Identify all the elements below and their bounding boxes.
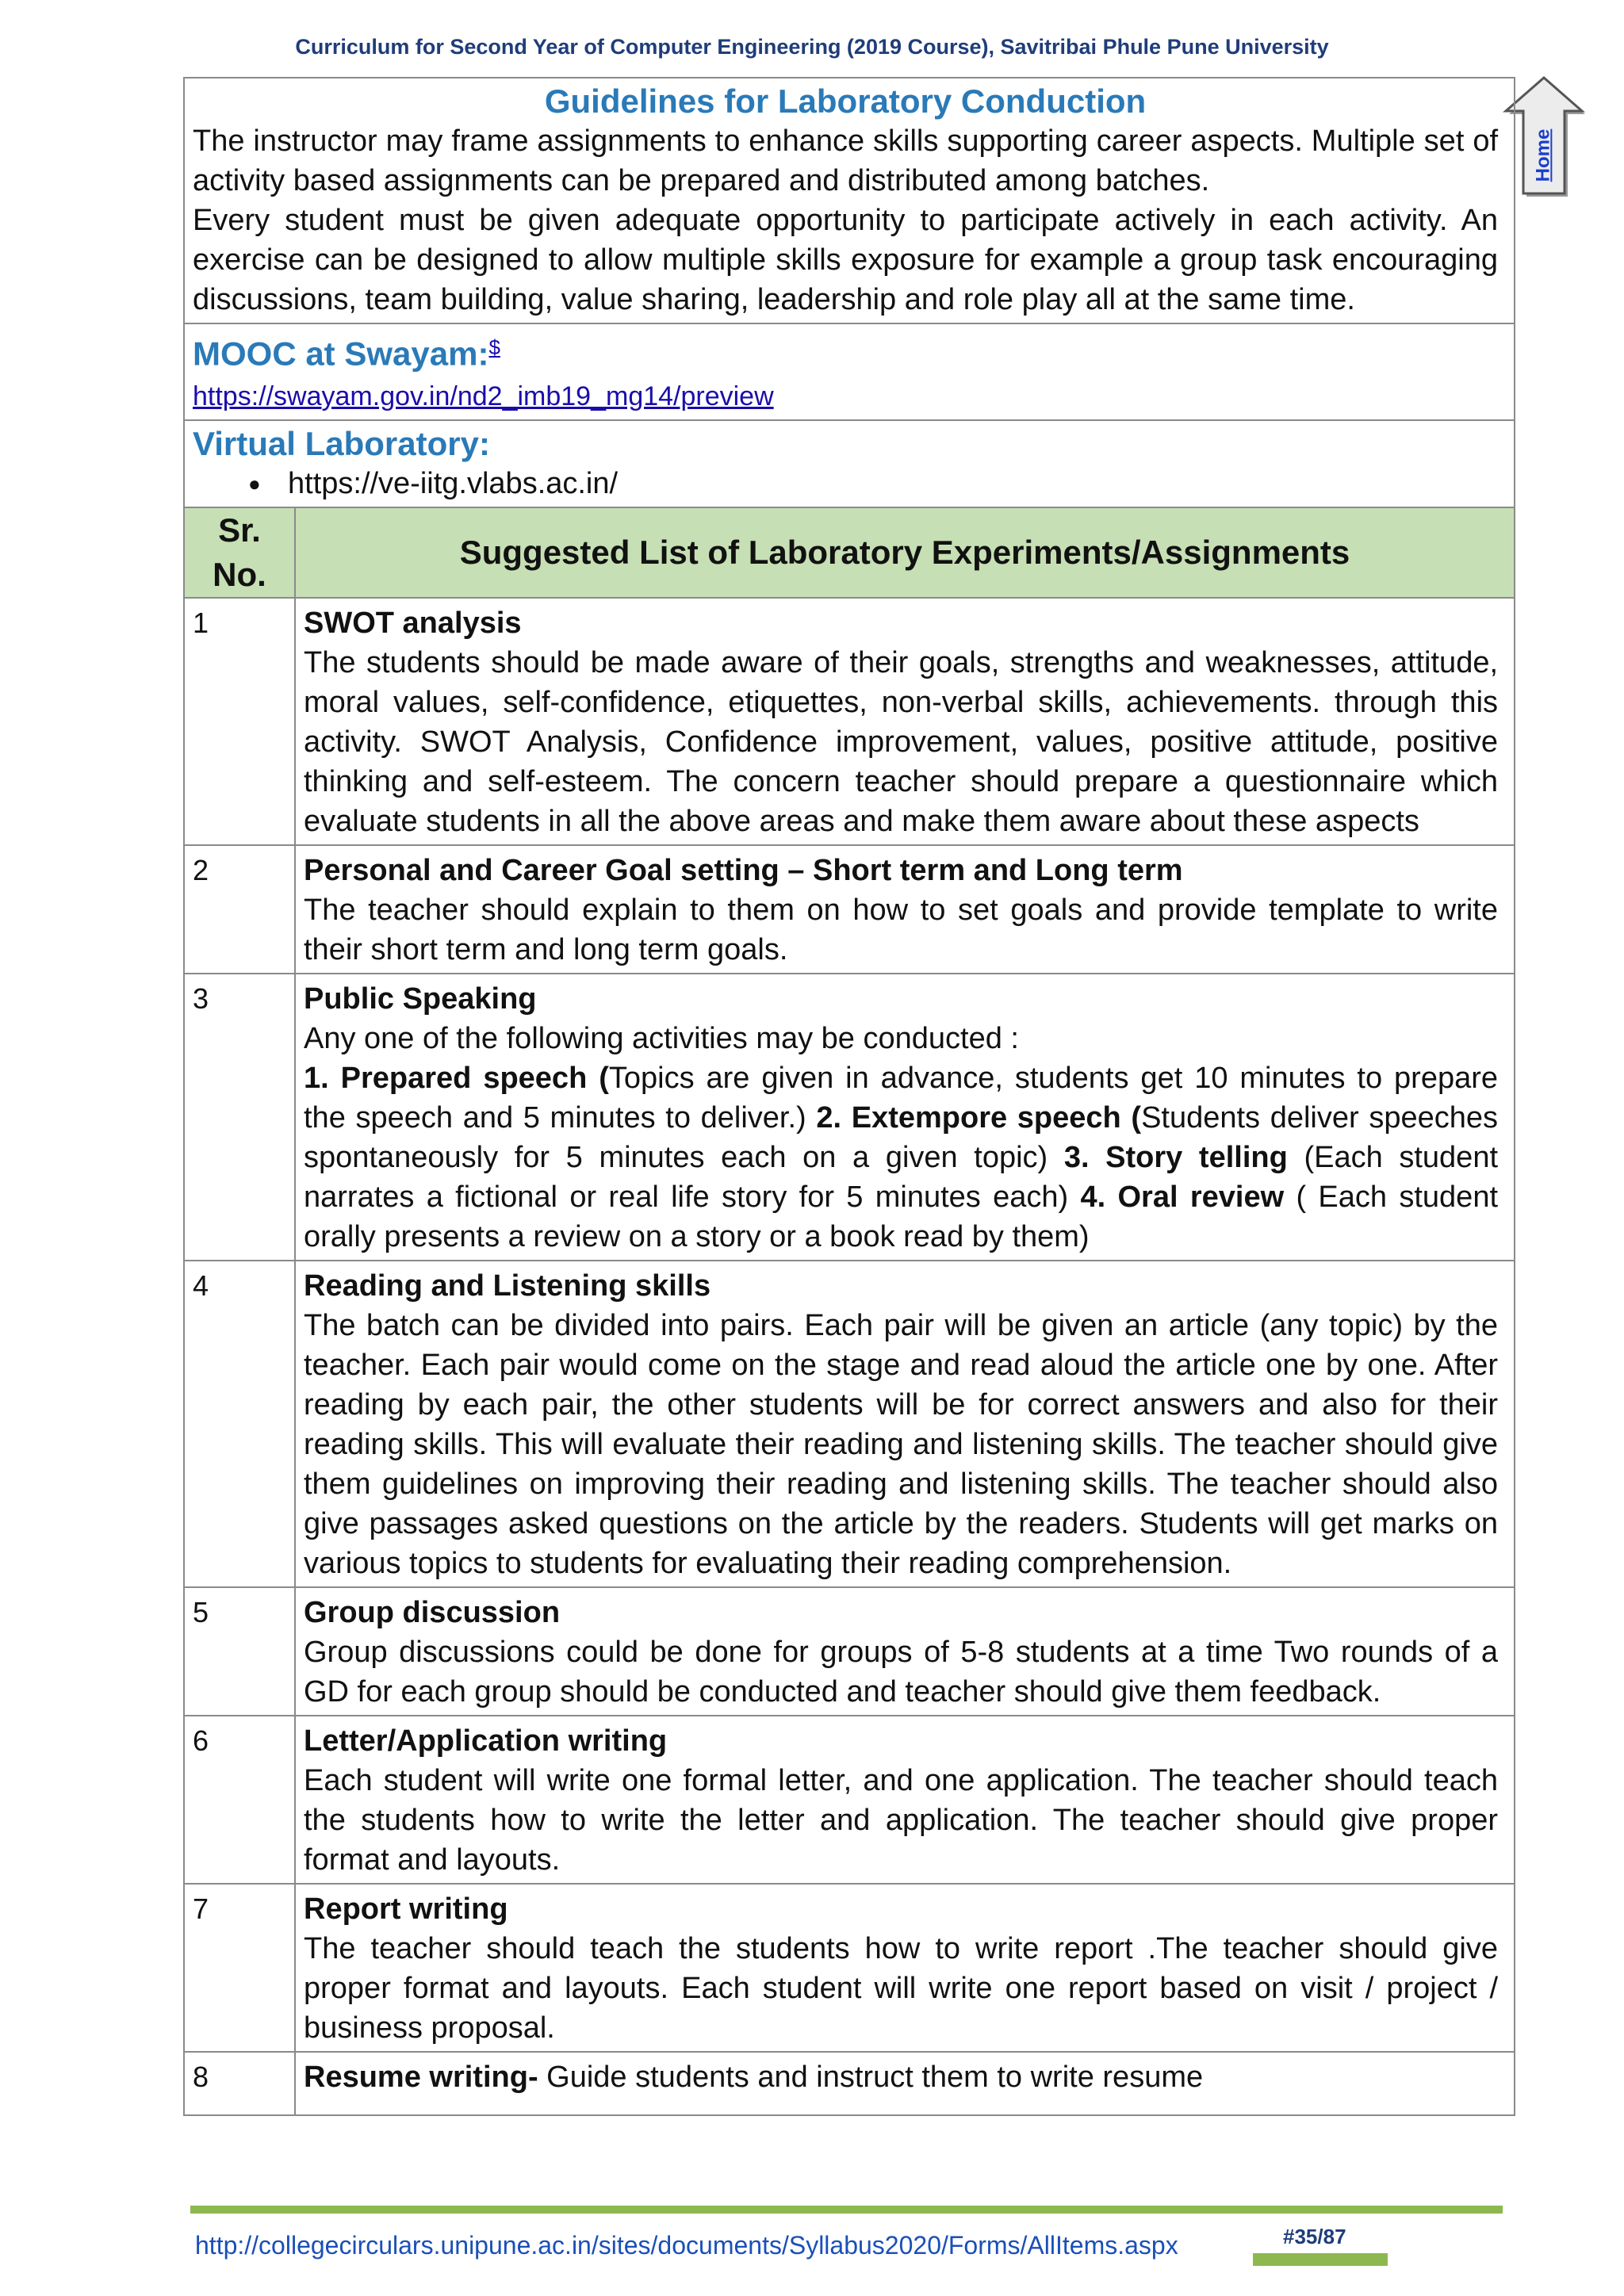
table-row — [184, 974, 1515, 1261]
table-row — [184, 2052, 1515, 2115]
table-row — [184, 1884, 1515, 2052]
guidelines-row — [184, 78, 1515, 323]
row-title: Group discussion — [304, 1595, 561, 1629]
syllabus-table — [183, 77, 1515, 2116]
row-number: 2 — [184, 845, 295, 974]
mooc-link[interactable]: https://swayam.gov.in/nd2_imb19_mg14/preview — [193, 381, 774, 411]
row-description: Group discussions could be done for groups of 5-8 students at a time Two rounds of a GD for each group should be conducted and teacher should give them feedback. — [304, 1635, 1499, 1709]
row-description: The batch can be divided into pairs. Each pair will be given an article (any topic) by the teacher. Each pair would come on the stage and read aloud the article one by one. After reading by each pair, the other students will be for correct answers and also for their reading skills. This will evaluate their reading and listening skills. The teacher should give them guidelines on improving their reading and listening skills. The teacher should also give passages asked questions on the article by the readers. Students will get marks on various topics to students for evaluating their reading comprehension. — [304, 1308, 1499, 1580]
table-row — [184, 845, 1515, 974]
virtual-lab-title: Virtual Laboratory: — [193, 424, 490, 462]
row-intro: Any one of the following activities may be conducted : — [304, 1021, 1019, 1055]
row-number: 6 — [184, 1716, 295, 1884]
sr-no-header: Sr. No. — [184, 507, 295, 598]
footer-divider — [190, 2206, 1503, 2214]
virtual-lab-row — [184, 420, 1515, 507]
row-title: Resume writing- — [304, 2060, 538, 2094]
virtual-lab-item: https://ve-iitg.vlabs.ac.in/ — [288, 466, 619, 500]
row-number: 3 — [184, 974, 295, 1261]
row-description: The teacher should explain to them on how to set goals and provide template to write their short term and long term goals. — [304, 893, 1499, 966]
row-title: Personal and Career Goal setting – Short term and Long term — [304, 853, 1183, 887]
row-number: 7 — [184, 1884, 295, 2052]
row-number: 8 — [184, 2052, 295, 2115]
table-header-row — [184, 507, 1515, 598]
row-title: Letter/Application writing — [304, 1724, 668, 1758]
table-row — [184, 1716, 1515, 1884]
row-title: Public Speaking — [304, 982, 537, 1016]
experiments-header: Suggested List of Laboratory Experiments/Assignments — [295, 507, 1515, 598]
guidelines-title: Guidelines for Laboratory Conduction — [544, 82, 1147, 120]
guidelines-paragraph-1: The instructor may frame assignments to enhance skills supporting career aspects. Multiple set of activity based assignments can be prepared and distributed among batches. — [193, 124, 1499, 197]
home-link[interactable]: Home — [1532, 128, 1553, 182]
mooc-row — [184, 323, 1515, 420]
row-title: Report writing — [304, 1892, 508, 1926]
row-description: 1. Prepared speech (Topics are given in advance, students get 10 minutes to prepare the speech and 5 minutes to deliver.) 2. Extempore speech (Students deliver speeches spontaneously for 5 minutes each on a given topic) 3. Story telling (Each student narrates a fictional or real life story for 5 minutes each) 4. Oral review ( Each student orally presents a review on a story or a book read by them) — [304, 1061, 1499, 1253]
bullet-icon: ● — [248, 471, 261, 496]
mooc-title: MOOC at Swayam: — [193, 335, 489, 373]
page-number: #35/87 — [1283, 2225, 1346, 2248]
row-description: The students should be made aware of their goals, strengths and weaknesses, attitude, moral values, self-confidence, etiquettes, non-verbal skills, achievements. through this activity. SWOT Analysis, Confidence improvement, values, positive attitude, positive thinking and self-esteem. The concern teacher should prepare a questionnaire which evaluate students in all the above areas and make them aware about these aspects — [304, 645, 1499, 838]
row-title: Reading and Listening skills — [304, 1269, 711, 1303]
table-row — [184, 1261, 1515, 1587]
row-description: Each student will write one formal letter, and one application. The teacher should teach the students how to write the letter and application. The teacher should give proper format and layouts. — [304, 1763, 1499, 1877]
guidelines-paragraph-2: Every student must be given adequate opportunity to participate actively in each activity. An exercise can be designed to allow multiple skills exposure for example a group task encouraging discussions, team building, value sharing, leadership and role play all at the same time. — [193, 204, 1499, 316]
row-number: 4 — [184, 1261, 295, 1587]
row-description: The teacher should teach the students how to write report .The teacher should give proper format and layouts. Each student will write one report based on visit / project / business proposal. — [304, 1931, 1499, 2045]
row-title: SWOT analysis — [304, 606, 522, 640]
row-description: Guide students and instruct them to write resume — [538, 2060, 1204, 2094]
footer-url[interactable]: http://collegecirculars.unipune.ac.in/sites/documents/Syllabus2020/Forms/AllItems.aspx — [195, 2231, 1178, 2260]
page-number-bar — [1253, 2253, 1388, 2266]
table-row — [184, 598, 1515, 845]
row-number: 1 — [184, 598, 295, 845]
table-row — [184, 1587, 1515, 1716]
page-header: Curriculum for Second Year of Computer Engineering (2019 Course), Savitribai Phule Pune University — [295, 35, 1329, 59]
mooc-footnote-mark[interactable]: $ — [488, 335, 500, 359]
row-number: 5 — [184, 1587, 295, 1716]
